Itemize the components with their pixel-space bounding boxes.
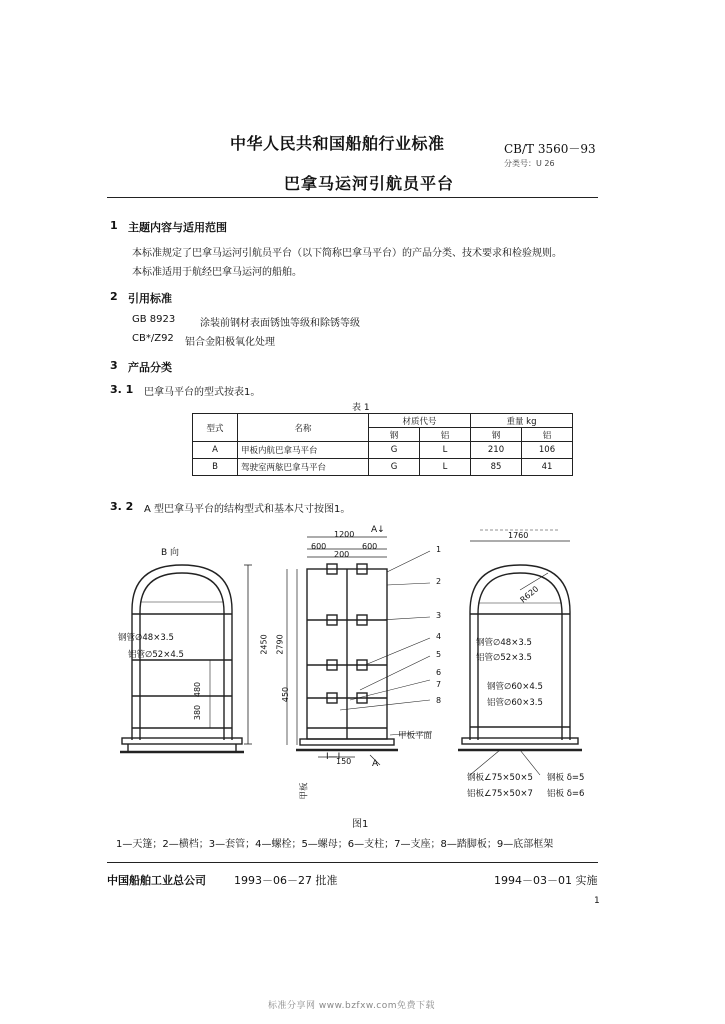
- dim-480: 480: [193, 681, 203, 698]
- table-cell: B: [193, 459, 238, 476]
- label-al-tube-base: 铝管∅60×3.5: [487, 698, 543, 708]
- table-cell: 驾驶室两舷巴拿马平台: [238, 459, 369, 476]
- issuing-organization: 中华人民共和国船舶行业标准: [230, 134, 445, 153]
- table-cell: 41: [522, 459, 573, 476]
- table-header-type: 型式: [193, 414, 238, 442]
- classification-code: 分类号：U 26: [504, 159, 555, 168]
- callout-2: 2: [436, 577, 442, 586]
- label-deck-plate: 甲板平面: [398, 731, 433, 741]
- dim-200: 200: [334, 550, 350, 559]
- figure-1-legend: 1—天篷；2—横档；3—套管；4—螺栓；5—螺母；6—支柱；7—支座；8—踏脚板；9—底部框架: [116, 839, 554, 850]
- section-1-paragraph-2: 本标准适用于航经巴拿马运河的船舶。: [132, 267, 302, 278]
- label-steel-tube-left: 钢管∅48×3.5: [118, 633, 174, 643]
- dim-1760: 1760: [508, 531, 529, 540]
- table-cell: G: [369, 442, 420, 459]
- section-label: I—I: [326, 752, 341, 762]
- view-a-lower-label: A: [372, 759, 379, 769]
- view-a-arrow-label: A↓: [371, 525, 385, 535]
- table-header-name: 名称: [238, 414, 369, 442]
- dim-450: 450: [281, 686, 291, 703]
- dim-600-left: 600: [311, 542, 327, 551]
- reference-1-code: GB 8923: [132, 314, 176, 325]
- table-subheader-steel-weight: 钢: [471, 428, 522, 442]
- label-al-plate: 铝板 δ=6: [547, 789, 585, 799]
- label-al-tube-left: 铝管∅52×4.5: [128, 650, 184, 660]
- dim-150: 150: [336, 757, 352, 766]
- label-steel-tube-right: 钢管∅48×3.5: [476, 638, 532, 648]
- issuer: 中国船舶工业总公司: [107, 874, 206, 887]
- label-al-angle: 铝板∠75×50×7: [467, 789, 533, 799]
- table-cell: L: [420, 442, 471, 459]
- callout-1: 1: [436, 545, 442, 554]
- table-header-weight: 重量 kg: [471, 414, 573, 428]
- table-cell: 85: [471, 459, 522, 476]
- table-cell: 甲板内航巴拿马平台: [238, 442, 369, 459]
- standard-code: CB/T 3560－93: [504, 142, 596, 156]
- label-steel-tube-base: 钢管∅60×4.5: [487, 682, 543, 692]
- table-cell: 210: [471, 442, 522, 459]
- view-b-label: B 向: [161, 548, 180, 558]
- section-1-paragraph-1: 本标准规定了巴拿马运河引航员平台（以下简称巴拿马平台）的产品分类、技术要求和检验规则。: [132, 248, 562, 259]
- page-number: 1: [594, 896, 600, 906]
- label-al-tube-right: 铝管∅52×3.5: [476, 653, 532, 663]
- table-1-caption: 表 1: [352, 403, 370, 413]
- dim-600-right: 600: [362, 542, 378, 551]
- document-title: 巴拿马运河引航员平台: [284, 174, 455, 193]
- dim-2450: 2450: [259, 634, 269, 655]
- table-cell: A: [193, 442, 238, 459]
- label-steel-angle: 钢板∠75×50×5: [467, 773, 533, 783]
- approval-date: 1993－06－27 批准: [234, 874, 338, 887]
- callout-7: 7: [436, 680, 442, 689]
- reference-1-text: 涂装前钢材表面锈蚀等级和除锈等级: [200, 318, 360, 329]
- table-subheader-aluminum: 铝: [420, 428, 471, 442]
- table-subheader-aluminum-weight: 铝: [522, 428, 573, 442]
- section-3-title: 产品分类: [128, 361, 172, 374]
- table-cell: 106: [522, 442, 573, 459]
- callout-4: 4: [436, 632, 442, 641]
- section-3-1-number: 3. 1: [110, 383, 134, 396]
- dim-1200: 1200: [334, 530, 355, 539]
- section-1-title: 主题内容与适用范围: [128, 221, 227, 234]
- footer-divider: [107, 862, 598, 863]
- section-2-title: 引用标准: [128, 292, 172, 305]
- table-subheader-steel: 钢: [369, 428, 420, 442]
- section-3-2-number: 3. 2: [110, 500, 134, 513]
- label-deck-side: 甲板: [299, 782, 310, 800]
- section-3-number: 3: [110, 359, 118, 372]
- section-2-number: 2: [110, 290, 118, 303]
- dim-2790: 2790: [275, 634, 285, 655]
- section-3-1-text: 巴拿马平台的型式按表1。: [144, 387, 261, 398]
- section-3-2-text: A 型巴拿马平台的结构型式和基本尺寸按图1。: [144, 504, 351, 515]
- callout-5: 5: [436, 650, 442, 659]
- dim-radius: R620: [518, 584, 541, 605]
- table-cell: G: [369, 459, 420, 476]
- figure-1-caption: 图1: [352, 819, 369, 830]
- table-header-material: 材质代号: [369, 414, 471, 428]
- reference-2-text: 铝合金阳极氧化处理: [185, 337, 275, 348]
- dim-380: 380: [193, 704, 203, 721]
- reference-2-code: CB*/Z92: [132, 333, 174, 344]
- callout-3: 3: [436, 611, 442, 620]
- section-1-number: 1: [110, 219, 118, 232]
- callout-8: 8: [436, 696, 442, 705]
- watermark-text: 标准分享网 www.bzfxw.com免费下载: [268, 1001, 436, 1011]
- label-steel-plate: 钢板 δ=5: [547, 773, 585, 783]
- table-cell: L: [420, 459, 471, 476]
- effective-date: 1994－03－01 实施: [494, 874, 598, 887]
- callout-6: 6: [436, 668, 442, 677]
